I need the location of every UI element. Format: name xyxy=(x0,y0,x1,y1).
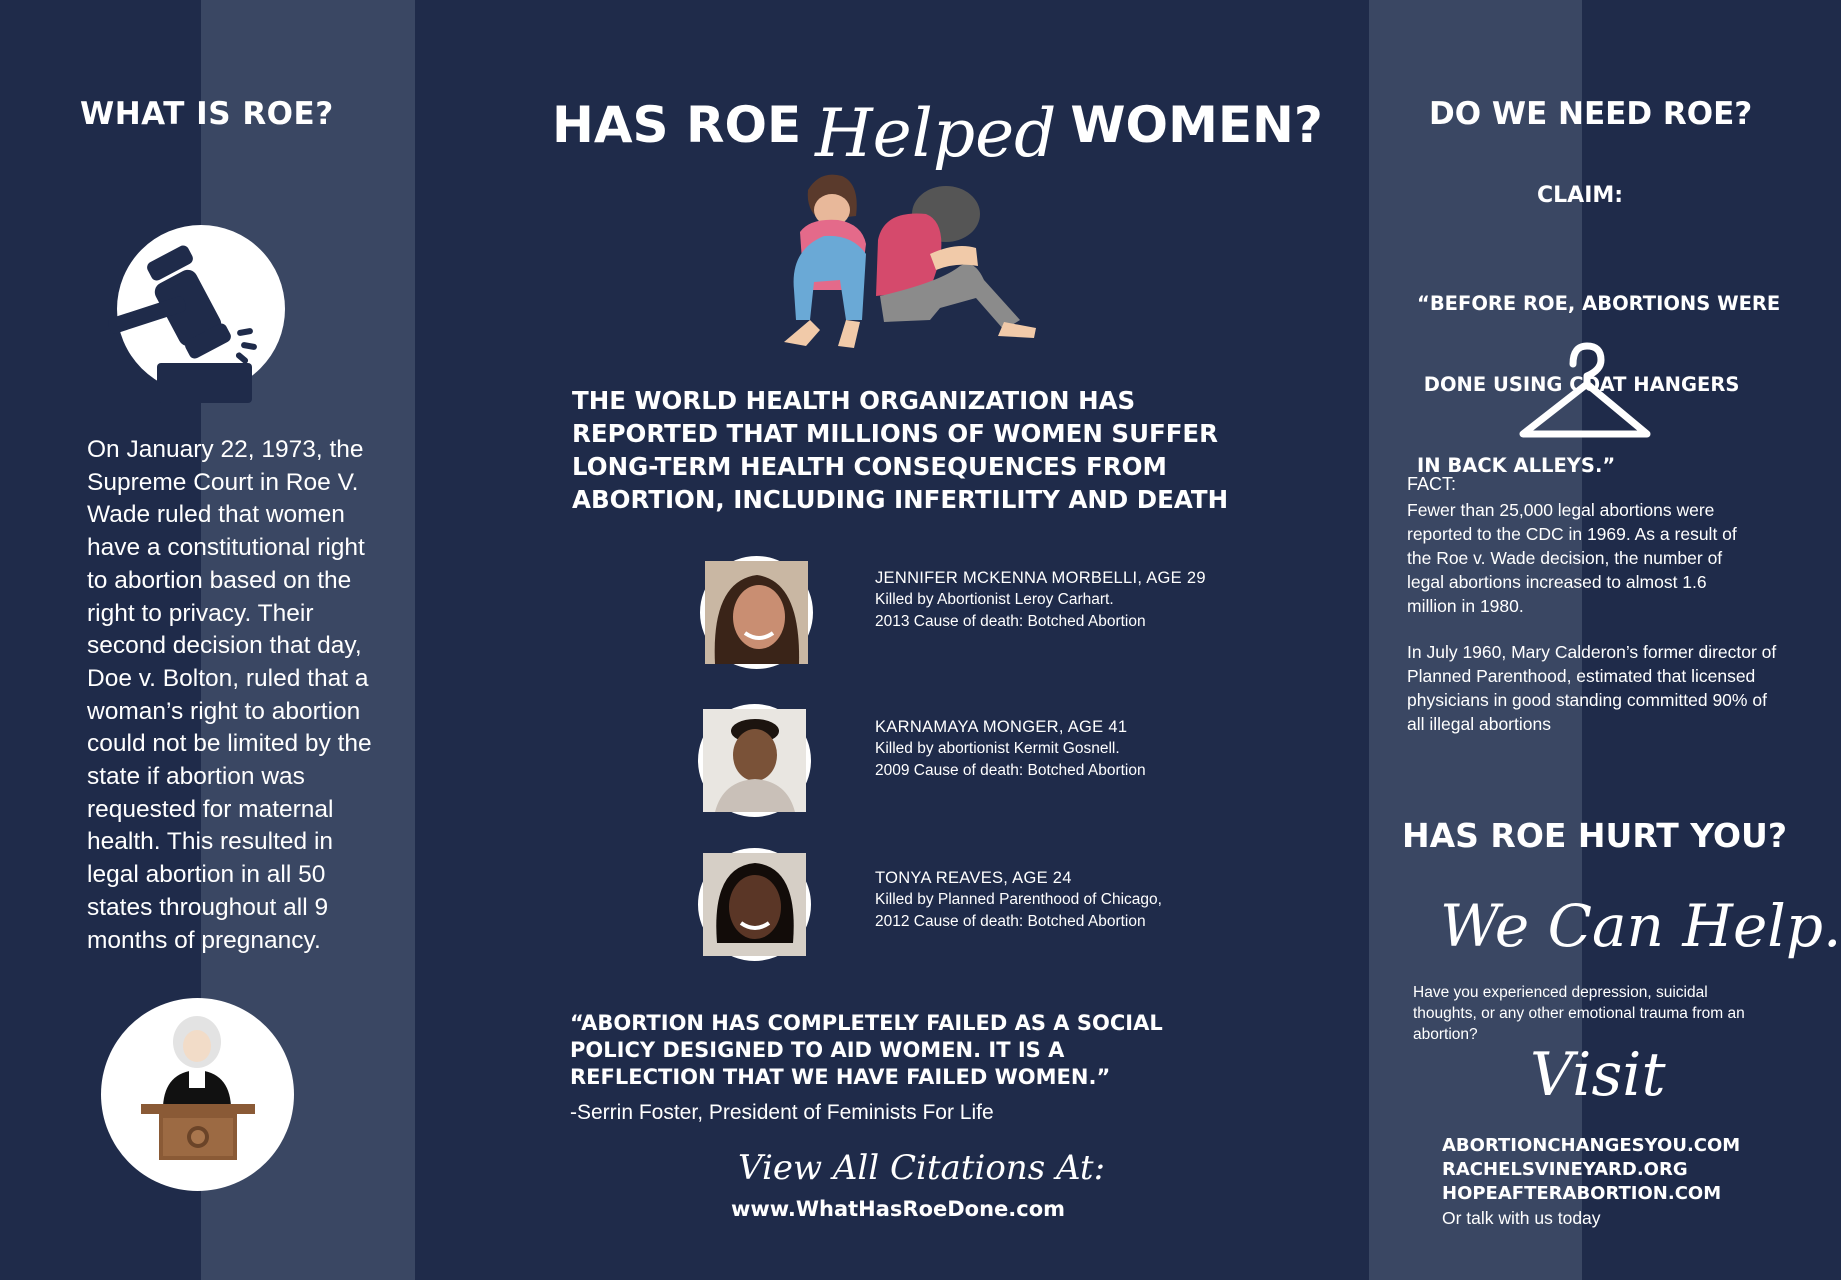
citations-link[interactable]: www.WhatHasRoeDone.com xyxy=(731,1197,1066,1221)
title-script-helped: Helped xyxy=(815,94,1057,172)
victim-info-2 xyxy=(875,716,1235,782)
victim-name-1: JENNIFER MCKENNA MORBELLI, AGE 29 xyxy=(875,569,1206,587)
victim-photo-3 xyxy=(698,848,811,961)
right-title: DO WE NEED ROE? xyxy=(1429,96,1753,132)
claim-line-1: “BEFORE ROE, ABORTIONS WERE xyxy=(1417,292,1781,315)
citations-label: View All Citations At: xyxy=(738,1148,1106,1188)
roe-explanation: On January 22, 1973, the Supreme Court in Roe V. Wade ruled that women have a constitutional right to abortion based on the right to privacy. Their second decision that day, Doe v. Bolton, ruled that a woman’s right to abortion could not be limited by the state if abortion was requested for maternal health. This resulted in legal abortion in all 50 states throughout all 9 months of pregnancy. xyxy=(87,436,372,954)
who-statement: THE WORLD HEALTH ORGANIZATION HAS REPORTED THAT MILLIONS OF WOMEN SUFFER LONG-TERM HEALTH CONSEQUENCES FROM ABORTION, INCLUDING INFERTILITY AND DEATH xyxy=(572,386,1229,514)
help-text: Have you experienced depression, suicidal thoughts, or any other emotional trauma from an abortion? xyxy=(1413,984,1745,1043)
visit-script: Visit xyxy=(1530,1040,1666,1110)
link-abortionchangesyou[interactable]: ABORTIONCHANGESYOU.COM xyxy=(1442,1135,1741,1156)
victim-line2-1: 2013 Cause of death: Botched Abortion xyxy=(875,613,1146,630)
claim-label: CLAIM: xyxy=(1537,183,1624,208)
quote-attribution: -Serrin Foster, President of Feminists For Life xyxy=(570,1101,994,1124)
feminist-quote: “ABORTION HAS COMPLETELY FAILED AS A SOCIAL POLICY DESIGNED TO AID WOMEN. IT IS A REFLECTION THAT WE HAVE FAILED WOMEN.” xyxy=(570,1011,1163,1089)
judge-svg xyxy=(101,998,294,1191)
victim-line2-2: 2009 Cause of death: Botched Abortion xyxy=(875,762,1146,779)
victim-name-2: KARNAMAYA MONGER, AGE 41 xyxy=(875,718,1128,736)
claim-line-2: DONE USING COAT HANGERS xyxy=(1417,373,1740,396)
fact-label: FACT: xyxy=(1407,474,1457,494)
hanger-svg xyxy=(1515,338,1655,446)
help-script: We Can Help. xyxy=(1440,892,1841,960)
victim-info-1 xyxy=(875,567,1235,633)
victim-photo-2 xyxy=(698,704,811,817)
portrait-2 xyxy=(703,709,806,812)
talk-text: Or talk with us today xyxy=(1442,1208,1601,1228)
center-title xyxy=(552,70,1323,180)
claim-line-3: IN BACK ALLEYS.” xyxy=(1417,454,1616,477)
portrait-3 xyxy=(703,853,806,956)
left-title: WHAT IS ROE? xyxy=(80,96,334,132)
link-hopeafterabortion[interactable]: HOPEAFTERABORTION.COM xyxy=(1442,1183,1722,1204)
victim-line1-2: Killed by abortionist Kermit Gosnell. xyxy=(875,740,1120,757)
women-svg xyxy=(780,170,1040,350)
gavel-icon xyxy=(117,225,285,393)
link-rachelsvineyard[interactable]: RACHELSVINEYARD.ORG xyxy=(1442,1159,1688,1180)
victim-line1-3: Killed by Planned Parenthood of Chicago, xyxy=(875,891,1162,908)
hurt-title: HAS ROE HURT YOU? xyxy=(1402,816,1787,855)
victim-line1-1: Killed by Abortionist Leroy Carhart. xyxy=(875,591,1114,608)
title-part2: WOMEN? xyxy=(1070,96,1323,154)
portrait-1 xyxy=(705,561,808,664)
fact-paragraph-1: Fewer than 25,000 legal abortions were reported to the CDC in 1969. As a result of the Roe v. Wade decision, the number of legal abortions increased to almost 1.6 million in 1980. xyxy=(1407,500,1737,616)
judge-icon xyxy=(101,998,294,1191)
victim-info-3 xyxy=(875,867,1235,933)
fact-paragraph-2: In July 1960, Mary Calderon’s former director of Planned Parenthood, estimated that licensed physicians in good standing committed 90% of all illegal abortions xyxy=(1407,642,1777,734)
victim-name-3: TONYA REAVES, AGE 24 xyxy=(875,869,1072,887)
victim-photo-1 xyxy=(700,556,813,669)
victim-line2-3: 2012 Cause of death: Botched Abortion xyxy=(875,913,1146,930)
coat-hanger-icon xyxy=(1515,338,1655,446)
gavel-svg xyxy=(117,225,285,393)
resource-links xyxy=(1442,1134,1740,1230)
sad-women-illustration xyxy=(780,170,1040,350)
title-part1: HAS ROE xyxy=(552,96,802,154)
